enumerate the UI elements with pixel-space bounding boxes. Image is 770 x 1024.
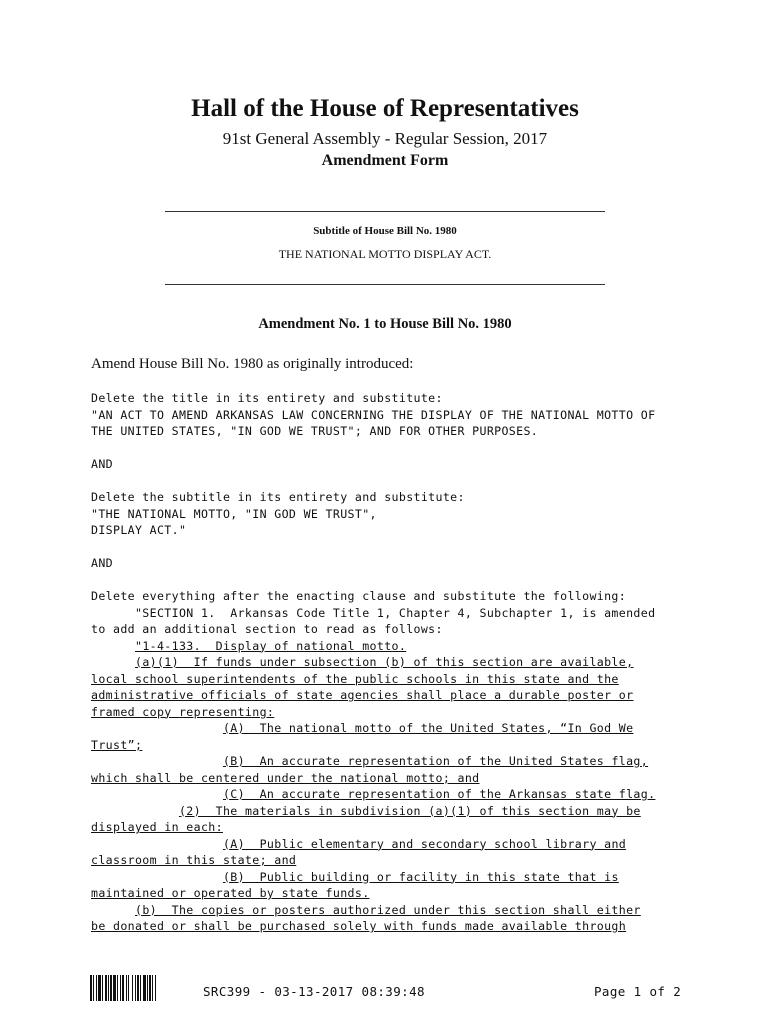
body-line: Delete the title in its entirety and substitute:: [91, 391, 443, 405]
body-line: "THE NATIONAL MOTTO, "IN GOD WE TRUST",: [91, 506, 377, 521]
body-line: classroom in this state; and: [91, 853, 297, 867]
body-line: Delete the subtitle in its entirety and substitute:: [91, 490, 465, 504]
body-line: [91, 572, 691, 589]
body-line: (b) The copies or posters authorized under this section shall either: [134, 902, 641, 917]
body-line: AND: [91, 556, 113, 570]
amendment-heading: Amendment No. 1 to House Bill No. 1980: [258, 316, 512, 332]
body-line: (A) Public elementary and secondary school library and: [222, 836, 627, 851]
body-line: THE UNITED STATES, "IN GOD WE TRUST"; AND FOR OTHER PURPOSES.: [91, 424, 539, 438]
form-name: Amendment Form: [321, 152, 449, 169]
body-line: [91, 473, 691, 490]
document-id: SRC399 - 03-13-2017 08:39:48: [203, 984, 425, 999]
amendment-body: [91, 390, 691, 935]
body-line: Delete everything after the enacting clause and substitute the following:: [91, 589, 627, 603]
session-line: 91st General Assembly - Regular Session, 2017: [222, 129, 548, 148]
divider-bottom: [165, 284, 605, 285]
body-line: to add an additional section to read as follows:: [91, 622, 443, 636]
body-line: be donated or shall be purchased solely with funds made available through: [91, 919, 627, 933]
divider-top: [165, 211, 605, 212]
body-line: (B) An accurate representation of the United States flag,: [222, 754, 649, 768]
body-line: framed copy representing:: [91, 704, 275, 719]
page-title: Hall of the House of Representatives: [191, 95, 579, 122]
page-number: Page 1 of 2: [594, 984, 682, 999]
body-line: (B) Public building or facility in this state that is: [222, 869, 619, 884]
subtitle-value: THE NATIONAL MOTTO DISPLAY ACT.: [278, 247, 492, 261]
body-line: (a)(1) If funds under subsection (b) of this section are available,: [134, 655, 634, 669]
barcode-icon: [90, 975, 182, 1001]
body-line: "1-4-133. Display of national motto.: [134, 638, 407, 653]
body-line: [91, 539, 691, 556]
body-line: [91, 440, 691, 457]
amend-intro: Amend House Bill No. 1980 as originally introduced:: [91, 356, 414, 372]
body-line: (C) An accurate representation of the Arkansas state flag.: [222, 787, 656, 801]
body-line: (2) The materials in subdivision (a)(1) of this section may be: [178, 803, 641, 818]
body-line: displayed in each:: [91, 820, 223, 834]
body-line: Trust”;: [91, 737, 143, 752]
body-line: which shall be centered under the national motto; and: [91, 770, 480, 785]
body-line: DISPLAY ACT.": [91, 523, 187, 537]
body-line: AND: [91, 457, 113, 471]
body-line: "SECTION 1. Arkansas Code Title 1, Chapter 4, Subchapter 1, is amended: [91, 605, 656, 620]
body-line: (A) The national motto of the United States, “In God We: [222, 721, 634, 735]
subtitle-label: Subtitle of House Bill No. 1980: [313, 225, 457, 237]
body-line: local school superintendents of the public schools in this state and the: [91, 671, 619, 686]
body-line: "AN ACT TO AMEND ARKANSAS LAW CONCERNING THE DISPLAY OF THE NATIONAL MOTTO OF: [91, 407, 656, 422]
body-line: administrative officials of state agencies shall place a durable poster or: [91, 688, 634, 702]
body-line: maintained or operated by state funds.: [91, 886, 370, 900]
